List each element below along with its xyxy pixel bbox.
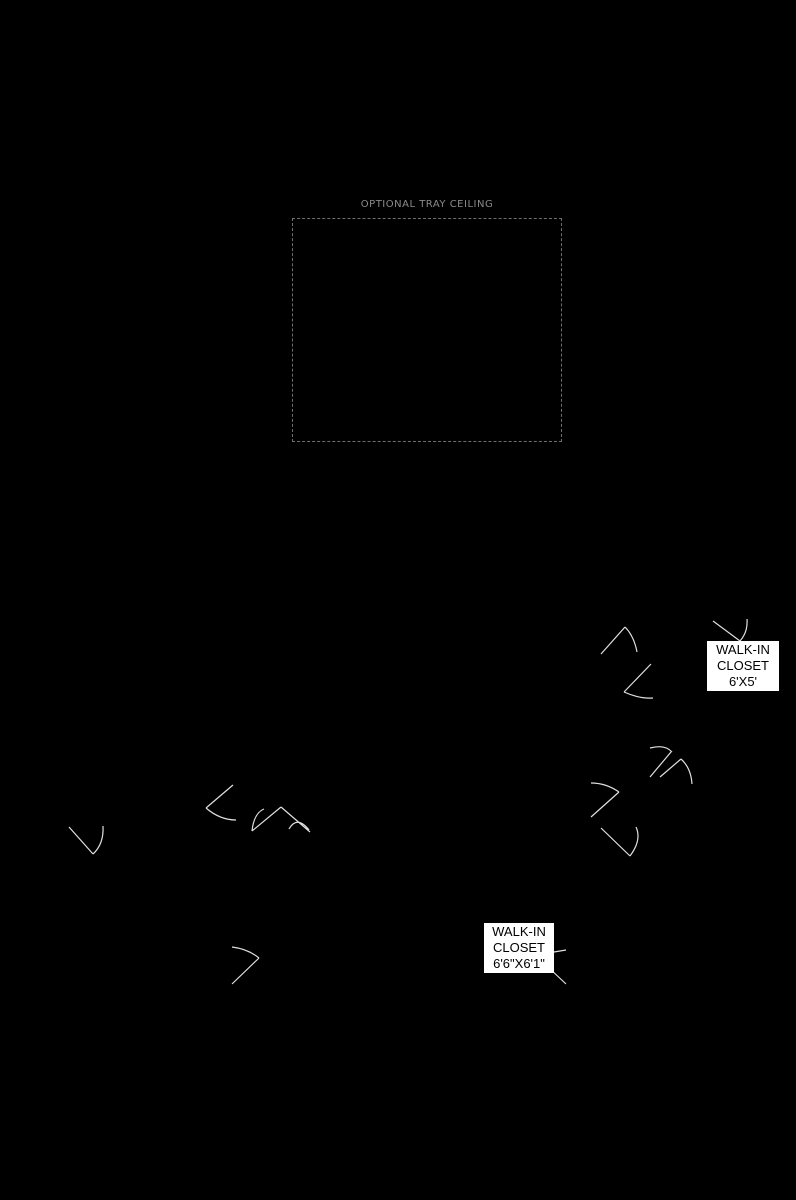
door-swing-9 <box>252 807 281 831</box>
door-swing-10 <box>281 807 310 832</box>
door-swing-4 <box>650 747 672 777</box>
room-name: WALK-IN <box>492 924 546 939</box>
door-swing-3 <box>624 664 653 698</box>
door-swing-7 <box>601 827 638 856</box>
tray-ceiling-label: OPTIONAL TRAY CEILING <box>360 199 494 210</box>
room-name: WALK-IN <box>716 642 770 657</box>
door-swing-5 <box>660 759 692 784</box>
door-swing-12 <box>232 947 259 984</box>
room-name-2: CLOSET <box>492 940 545 955</box>
room-label-walk-in-closet-1 <box>707 641 779 691</box>
door-swing-8 <box>206 785 236 820</box>
door-swing-2 <box>601 627 637 654</box>
room-label-walk-in-closet-2 <box>484 923 554 973</box>
room-size: 6'6"X6'1" <box>493 956 545 971</box>
door-swing-6 <box>591 783 619 817</box>
room-name-2: CLOSET <box>716 658 769 673</box>
door-swing-11 <box>69 826 103 854</box>
room-size: 6'X5' <box>728 674 758 689</box>
door-swing-1 <box>713 619 747 641</box>
